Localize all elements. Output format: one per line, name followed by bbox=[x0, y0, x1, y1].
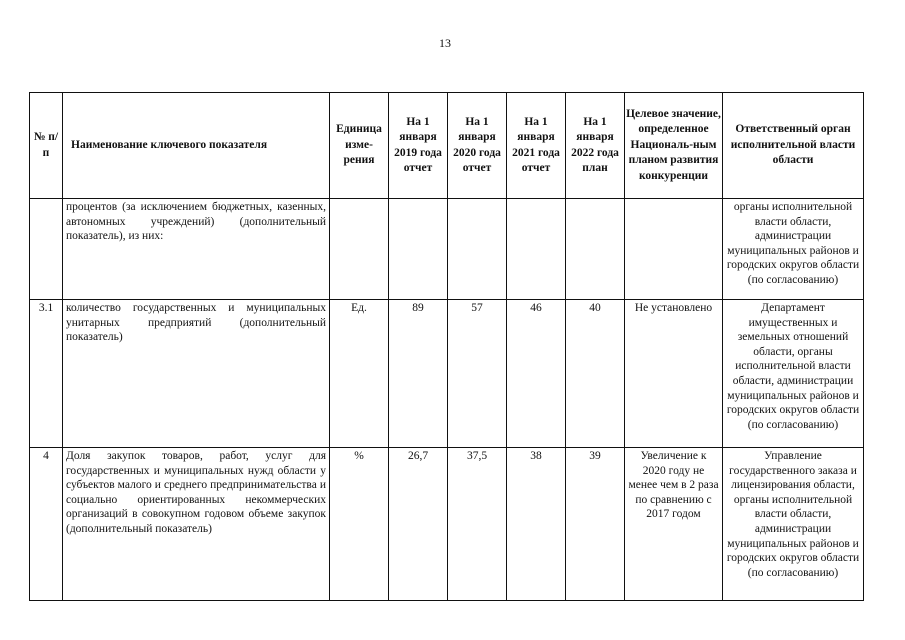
row-2022 bbox=[566, 199, 625, 300]
header-name: Наименование ключевого показателя bbox=[63, 93, 330, 199]
row-num: 4 bbox=[30, 448, 63, 601]
page-number: 13 bbox=[439, 36, 451, 50]
row-target bbox=[625, 199, 723, 300]
header-target: Целевое значение, определенное Националь-ным планом развития конкуренции bbox=[625, 93, 723, 199]
header-2020: На 1 января 2020 года отчет bbox=[448, 93, 507, 199]
header-num: № п/п bbox=[30, 93, 63, 199]
row-2022: 39 bbox=[566, 448, 625, 601]
header-2022: На 1 января 2022 года план bbox=[566, 93, 625, 199]
row-unit bbox=[330, 199, 389, 300]
row-target: Не установлено bbox=[625, 300, 723, 448]
row-2019 bbox=[389, 199, 448, 300]
row-target: Увеличение к 2020 году не менее чем в 2 раза по сравнению с 2017 годом bbox=[625, 448, 723, 601]
row-2020: 37,5 bbox=[448, 448, 507, 601]
row-name: количество государственных и муниципальных унитарных предприятий (дополнительный показатель) bbox=[63, 300, 330, 448]
row-name: Доля закупок товаров, работ, услуг для государственных и муниципальных нужд области у субъектов малого и среднего предпринимательства и социально ориентированных некоммерческих организаций в совокупном годовом объеме закупок (дополнительный показатель) bbox=[63, 448, 330, 601]
row-unit: % bbox=[330, 448, 389, 601]
row-organ: Управление государственного заказа и лицензирования области, органы исполнительной власти области, администрации муниципальных районов и городских округов области (по согласованию) bbox=[723, 448, 864, 601]
row-organ: Департамент имущественных и земельных отношений области, органы исполнительной власти области, администрации муниципальных районов и городских округов области (по согласованию) bbox=[723, 300, 864, 448]
row-2019: 89 bbox=[389, 300, 448, 448]
table-row bbox=[30, 199, 864, 300]
row-2020: 57 bbox=[448, 300, 507, 448]
row-organ: органы исполнительной власти области, администрации муниципальных районов и городских округов области (по согласованию) bbox=[723, 199, 864, 300]
row-name: процентов (за исключением бюджетных, казенных, автономных учреждений) (дополнительный показатель), из них: bbox=[63, 199, 330, 300]
kpi-table bbox=[29, 92, 864, 601]
table-row bbox=[30, 300, 864, 448]
row-2020 bbox=[448, 199, 507, 300]
header-2019: На 1 января 2019 года отчет bbox=[389, 93, 448, 199]
row-unit: Ед. bbox=[330, 300, 389, 448]
row-2019: 26,7 bbox=[389, 448, 448, 601]
row-2021: 46 bbox=[507, 300, 566, 448]
row-2021: 38 bbox=[507, 448, 566, 601]
header-organ: Ответственный орган исполнительной власти области bbox=[723, 93, 864, 199]
table-row bbox=[30, 448, 864, 601]
row-num bbox=[30, 199, 63, 300]
header-2021: На 1 января 2021 года отчет bbox=[507, 93, 566, 199]
header-unit: Единица изме-рения bbox=[330, 93, 389, 199]
row-2022: 40 bbox=[566, 300, 625, 448]
row-2021 bbox=[507, 199, 566, 300]
header-row bbox=[30, 93, 864, 199]
row-num: 3.1 bbox=[30, 300, 63, 448]
